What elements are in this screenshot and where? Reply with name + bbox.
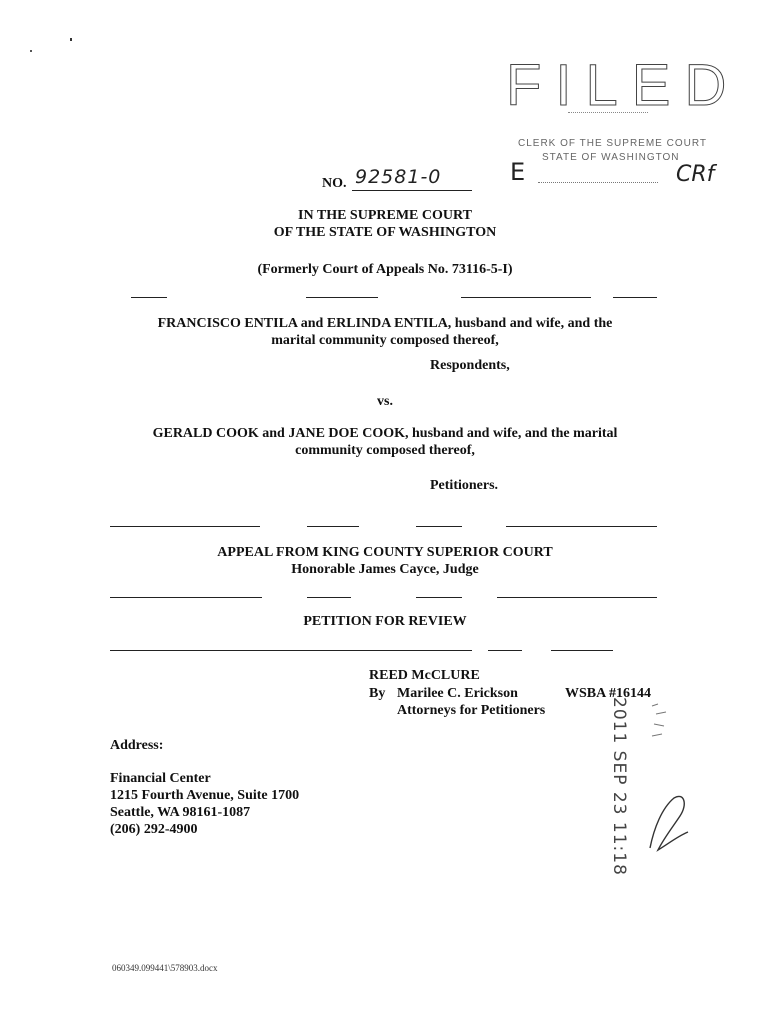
filed-stamp-date-smudge [568, 112, 648, 121]
petitioners-names-line1: GERALD COOK and JANE DOE COOK, husband and wife, and the marital [152, 426, 618, 441]
case-number-label: NO. [322, 176, 347, 191]
divider-segment [488, 650, 522, 651]
attorneys-role: Attorneys for Petitioners [397, 703, 546, 718]
received-stamp [600, 697, 680, 876]
stray-mark [70, 38, 72, 41]
wsba-number: WSBA #16144 [565, 686, 651, 701]
divider-segment [131, 297, 167, 298]
stray-mark [30, 50, 32, 52]
address-phone: (206) 292-4900 [110, 822, 198, 837]
divider-segment [497, 597, 657, 598]
filed-stamp-clerk: CLERK OF THE SUPREME COURT [518, 138, 707, 149]
respondents-role: Respondents, [430, 358, 510, 373]
document-title: PETITION FOR REVIEW [303, 614, 467, 629]
filed-stamp-e-mark: E [510, 158, 526, 186]
respondents-names-line2: marital community composed thereof, [271, 333, 499, 348]
divider-segment [110, 597, 262, 598]
by-label: By [369, 686, 386, 701]
divider-segment [613, 297, 657, 298]
address-label: Address: [110, 738, 164, 753]
divider-segment [110, 650, 472, 651]
filed-stamp-state: STATE OF WASHINGTON [542, 152, 680, 163]
attorney-name: Marilee C. Erickson [397, 686, 518, 701]
received-stamp-text: 2011 SEP 23 11:18 [609, 697, 629, 876]
filed-stamp-underline [538, 182, 658, 183]
filed-stamp-word: FILED [506, 53, 741, 118]
signature-scribble-icon [644, 788, 694, 858]
document-id: 060349.099441\578903.docx [112, 963, 218, 973]
case-number-handwritten: 92581-0 [355, 166, 442, 188]
divider-segment [110, 526, 260, 527]
divider-segment [416, 597, 462, 598]
divider-segment [416, 526, 462, 527]
stamp-mark-icon [648, 702, 674, 748]
divider-segment [307, 597, 351, 598]
divider-segment [461, 297, 591, 298]
appeal-from: APPEAL FROM KING COUNTY SUPERIOR COURT [217, 545, 553, 560]
divider-segment [551, 650, 613, 651]
respondents-names-line1: FRANCISCO ENTILA and ERLINDA ENTILA, husband and wife, and the [157, 316, 613, 331]
law-firm: REED McCLURE [369, 668, 480, 683]
case-number-underline [352, 190, 472, 191]
divider-segment [506, 526, 657, 527]
address-line2: 1215 Fourth Avenue, Suite 1700 [110, 788, 300, 803]
address-line1: Financial Center [110, 771, 211, 786]
address-line3: Seattle, WA 98161-1087 [110, 805, 251, 820]
court-name-line2: OF THE STATE OF WASHINGTON [273, 225, 497, 240]
divider-segment [306, 297, 378, 298]
clerk-initials: CRf [676, 162, 715, 187]
divider-segment [307, 526, 359, 527]
appeal-judge: Honorable James Cayce, Judge [291, 562, 479, 577]
petitioners-role: Petitioners. [430, 478, 499, 493]
court-name-line1: IN THE SUPREME COURT [298, 208, 472, 223]
versus: vs. [377, 394, 393, 409]
formerly-court-of-appeals: (Formerly Court of Appeals No. 73116-5-I) [257, 262, 513, 277]
petitioners-names-line2: community composed thereof, [295, 443, 475, 458]
